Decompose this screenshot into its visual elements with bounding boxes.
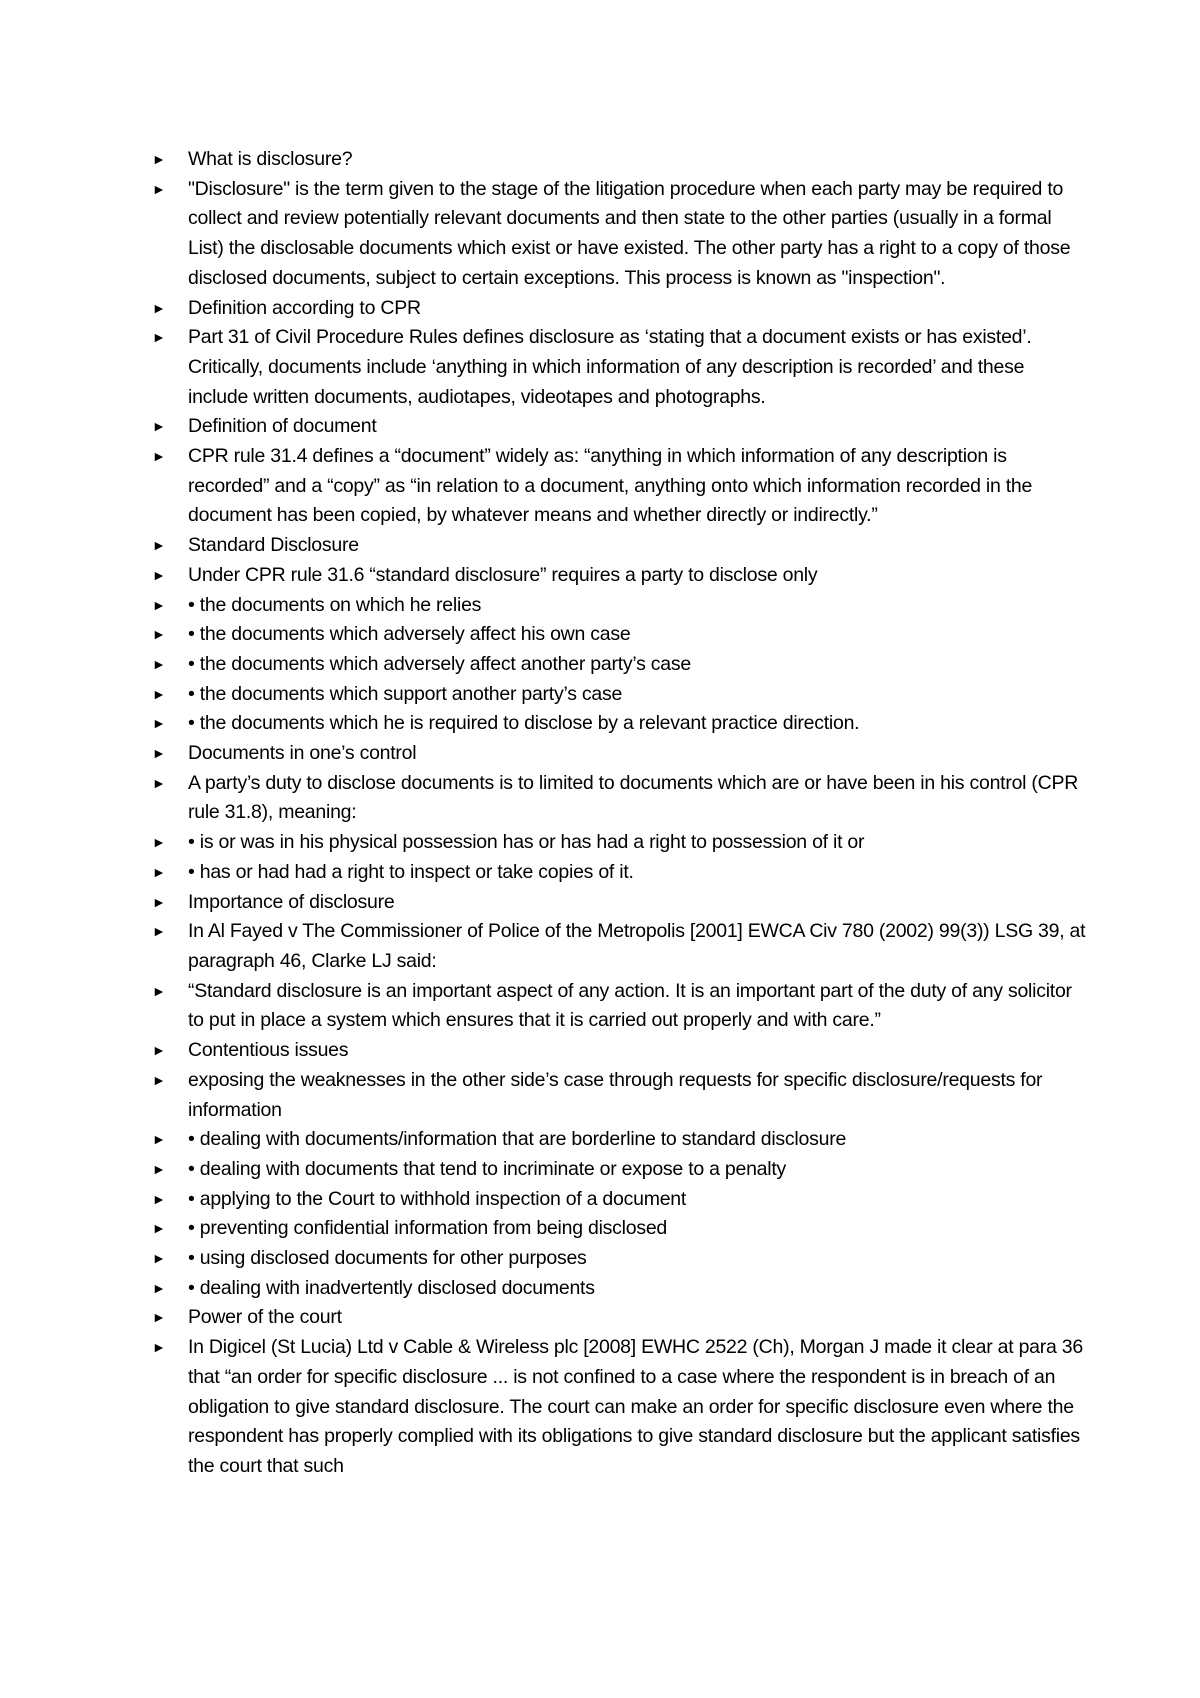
list-item-text: • the documents which support another party’s case [188,682,623,705]
list-item [152,1185,1087,1215]
list-item [152,1274,1087,1304]
arrowhead-right-icon: ► [152,745,166,762]
arrowhead-right-icon: ► [152,1309,166,1326]
arrowhead-right-icon: ► [152,923,166,940]
list-item [152,620,1087,650]
list-item-text: • the documents on which he relies [188,593,482,616]
list-item-text: Definition according to CPR [188,296,421,319]
arrowhead-right-icon: ► [152,180,166,197]
list-item [152,828,1087,858]
arrowhead-right-icon: ► [152,1131,166,1148]
list-item [152,917,1087,976]
arrowhead-right-icon: ► [152,1071,166,1088]
list-item-text: What is disclosure? [188,148,353,170]
arrowhead-right-icon: ► [152,1220,166,1237]
arrowhead-right-icon: ► [152,151,166,167]
list-item-text: • the documents which adversely affect his own case [188,623,631,646]
list-item [152,680,1087,710]
list-item-text: Definition of document [188,415,377,438]
list-item [152,858,1087,888]
list-item-text: • the documents which adversely affect another party’s case [188,652,691,675]
arrowhead-right-icon: ► [152,1339,166,1356]
list-item [152,1066,1087,1125]
list-item [152,1244,1087,1274]
list-item [152,412,1087,442]
list-item [152,977,1087,1036]
list-item [152,591,1087,621]
arrowhead-right-icon: ► [152,329,166,346]
arrowhead-right-icon: ► [152,1190,166,1207]
list-item-text: CPR rule 31.4 defines a “document” widely as: “anything in which information of any description is recorded” and a “copy” as “in relation to a document, anything onto which information recorded in the document has been copied, by whatever means and whether directly or indirectly.” [188,445,1033,527]
list-item-text: • dealing with inadvertently disclosed documents [188,1276,595,1299]
arrowhead-right-icon: ► [152,685,166,702]
list-item-text: • applying to the Court to withhold inspection of a document [188,1187,687,1210]
list-item [152,1155,1087,1185]
arrowhead-right-icon: ► [152,448,166,465]
list-item-text: • has or had had a right to inspect or take copies of it. [188,860,634,883]
list-item [152,442,1087,531]
list-item [152,323,1087,412]
list-item-text: • preventing confidential information from being disclosed [188,1217,668,1240]
arrowhead-right-icon: ► [152,655,166,672]
list-item-text: “Standard disclosure is an important aspect of any action. It is an important part of the duty of any solicitor to put in place a system which ensures that it is carried out properly and with care.” [188,979,1072,1032]
list-item-text: Documents in one’s control [188,742,417,765]
arrowhead-right-icon: ► [152,1250,166,1267]
arrowhead-right-icon: ► [152,299,166,316]
list-item-text: • dealing with documents/information that are borderline to standard disclosure [188,1128,847,1151]
list-item [152,739,1087,769]
list-item [152,145,1087,175]
list-item [152,294,1087,324]
arrowhead-right-icon: ► [152,834,166,851]
list-item-text: Power of the court [188,1306,342,1329]
list-item-text: "Disclosure" is the term given to the stage of the litigation procedure when each party may be required to collect and review potentially relevant documents and then state to the other parties (usually in a formal List) the disclosable documents which exist or have existed. The other party has a right to a copy of those disclosed documents, subject to certain exceptions. This process is known as "inspection". [188,177,1071,289]
arrowhead-right-icon: ► [152,1279,166,1296]
list-item-text: Importance of disclosure [188,890,395,913]
list-item-text: Part 31 of Civil Procedure Rules defines disclosure as ‘stating that a document exists or has existed’. Critically, documents include ‘anything in which information of any description is recorded’ and these include written documents, audiotapes, videotapes and photographs. [188,326,1032,408]
list-item-text: A party’s duty to disclose documents is to limited to documents which are or have been in his control (CPR rule 31.8), meaning: [188,771,1079,824]
list-item [152,531,1087,561]
list-item [152,1125,1087,1155]
arrowhead-right-icon: ► [152,774,166,791]
list-item-text: In Al Fayed v The Commissioner of Police of the Metropolis [2001] EWCA Civ 780 (2002) 99(3)) LSG 39, at paragraph 46, Clarke LJ said: [188,920,1086,972]
arrowhead-right-icon: ► [152,537,166,554]
list-item-text: In Digicel (St Lucia) Ltd v Cable & Wireless plc [2008] EWHC 2522 (Ch), Morgan J made it clear at para 36 that “an order for specific disclosure ... is not confined to a case where the respondent is in breach of an obligation to give standard disclosure. The court can make an order for specific disclosure even where the respondent has properly complied with its obligations to give standard disclosure but the applicant satisfies the court that such [188,1336,1083,1477]
arrowhead-right-icon: ► [152,566,166,583]
list-item-text: • dealing with documents that tend to incriminate or expose to a penalty [188,1157,787,1180]
list-item-text: Standard Disclosure [188,534,359,557]
list-item [152,888,1087,918]
list-item-text: • using disclosed documents for other purposes [188,1247,587,1270]
list-item-text: • the documents which he is required to disclose by a relevant practice direction. [188,712,860,735]
arrowhead-right-icon: ► [152,626,166,643]
list-item-text: exposing the weaknesses in the other side’s case through requests for specific disclosure/requests for information [188,1068,1043,1121]
arrowhead-right-icon: ► [152,982,166,999]
list-item [152,561,1087,591]
list-item-text: • is or was in his physical possession has or has had a right to possession of it or [188,831,865,854]
arrowhead-right-icon: ► [152,418,166,435]
list-item-text: Under CPR rule 31.6 “standard disclosure” requires a party to disclose only [188,563,818,586]
list-item [152,650,1087,680]
bullet-list [152,145,1087,1482]
arrowhead-right-icon: ► [152,596,166,613]
arrowhead-right-icon: ► [152,1160,166,1177]
arrowhead-right-icon: ► [152,715,166,732]
arrowhead-right-icon: ► [152,863,166,880]
list-item [152,769,1087,828]
arrowhead-right-icon: ► [152,1042,166,1059]
list-item [152,1036,1087,1066]
list-item [152,709,1087,739]
list-item [152,1333,1087,1482]
list-item-text: Contentious issues [188,1039,349,1062]
list-item [152,1214,1087,1244]
arrowhead-right-icon: ► [152,893,166,910]
list-item [152,175,1087,294]
list-item [152,1303,1087,1333]
